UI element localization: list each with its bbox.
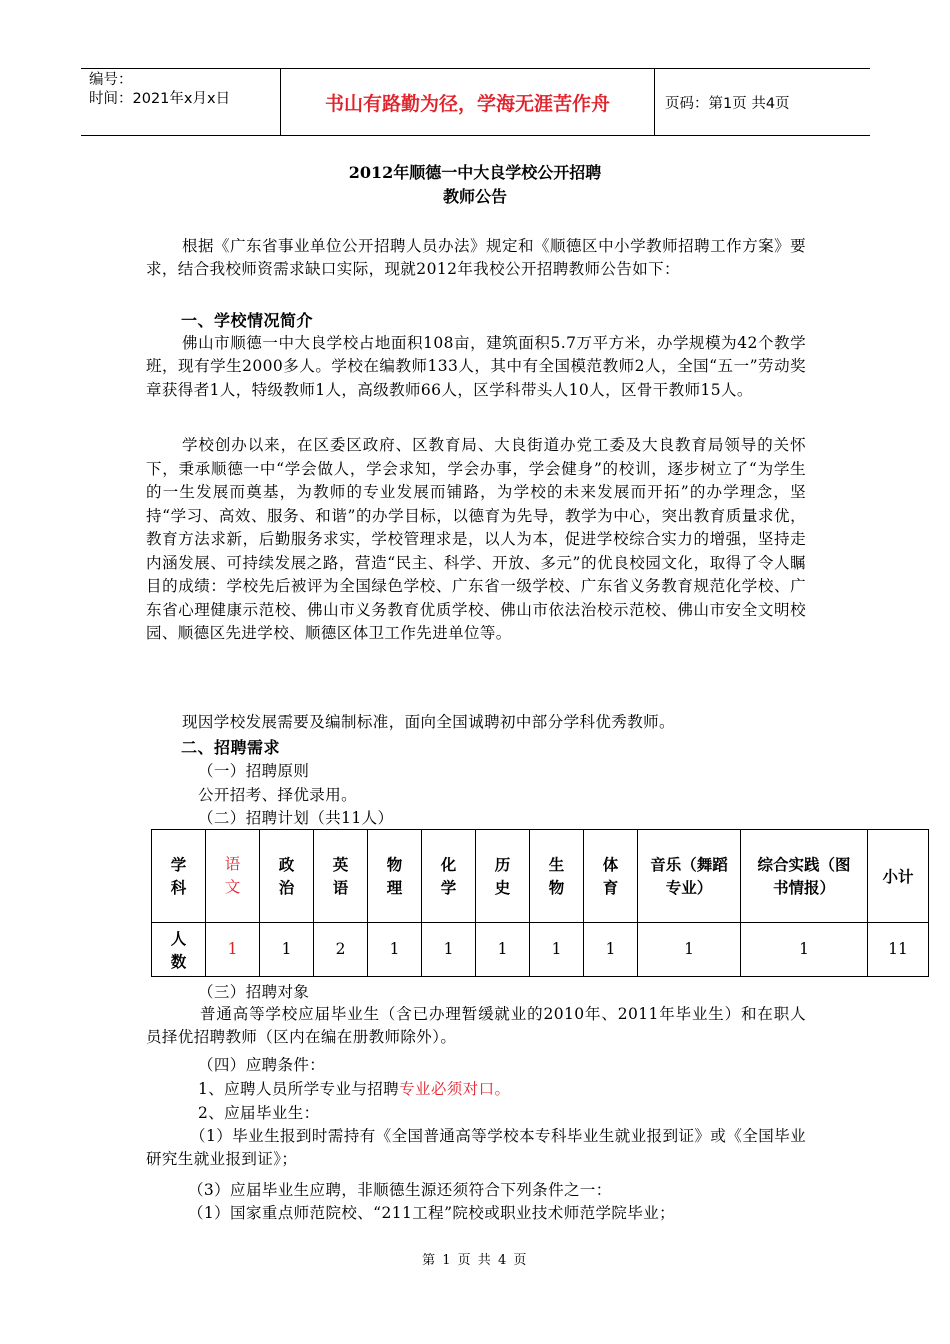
conditions-title: （四）应聘条件： — [198, 1056, 326, 1074]
table-cell-count: 1 — [476, 923, 530, 977]
table-cell-count: 1 — [741, 923, 868, 977]
table-cell-count: 1 — [206, 923, 260, 977]
table-cell-subject: 综合实践（图书情报） — [741, 830, 868, 923]
table-cell-subject: 物理 — [368, 830, 422, 923]
condition-2: 2、应届毕业生： — [198, 1104, 320, 1122]
table-cell-count: 1 — [530, 923, 584, 977]
condition-1 — [198, 1077, 510, 1099]
intro-paragraph: 根据《广东省事业单位公开招聘人员办法》规定和《顺德区中小学教师招聘工作方案》要求，结合我校师资需求缺口实际，现就2012年我校公开招聘教师公告如下： — [146, 237, 806, 279]
header-page-info: 页码：第1页 共4页 — [665, 95, 790, 112]
table-cell-subject: 音乐（舞蹈专业） — [638, 830, 741, 923]
document-title-line2: 教师公告 — [442, 187, 507, 206]
section2-heading: 二、招聘需求 — [181, 738, 281, 757]
table-header-subject: 学科 — [152, 830, 206, 923]
condition-2-3: （3）应届毕业生应聘，非顺德生源还须符合下列条件之一： — [188, 1181, 612, 1199]
table-cell-subject: 政治 — [260, 830, 314, 923]
document-number-label: 编号： — [89, 72, 133, 88]
table-cell-count: 1 — [260, 923, 314, 977]
section1-paragraph2: 学校创办以来，在区委区政府、区教育局、大良街道办党工委及大良教育局领导的关怀下，秉承顺德一中“学会做人，学会求知，学会办事，学会健身”的校训，逐步树立了“为学生的一生发展而奠基，为教师的专业发展而铺路，为学校的未来发展而开拓”的办学理念，坚持“学习、高效、服务、和谐”的办学目标，以德育为先导，教学为中心，突出教育质量求优，教育方法求新，后勤服务求实，学校管理求是，以人为本，促进学校综合实力的增强，坚持走内涵发展、可持续发展之路，营造“民主、科学、开放、多元”的优良校园文化，取得了令人瞩目的成绩：学校先后被评为全国绿色学校、广东省一级学校、广东省义务教育规范化学校、广东省心理健康示范校、佛山市义务教育优质学校、佛山市依法治校示范校、佛山市安全文明校园、顺德区先进学校、顺德区体卫工作先进单位等。 — [146, 436, 806, 643]
principle-title: （一）招聘原则 — [198, 762, 310, 780]
table-cell-subject: 语文 — [206, 830, 260, 923]
principle-text: 公开招考、择优录用。 — [198, 786, 358, 804]
condition-2-3-1: （1）国家重点师范院校、“211工程”院校或职业技术师范学院毕业； — [188, 1204, 675, 1222]
table-cell-count: 2 — [314, 923, 368, 977]
table-row-subjects — [152, 830, 929, 923]
table-cell-subtotal: 11 — [868, 923, 929, 977]
target-text: 普通高等学校应届毕业生（含已办理暂缓就业的2010年、2011年毕业生）和在职人员择优招聘教师（区内在编在册教师除外）。 — [146, 1005, 806, 1047]
table-cell-subject: 化学 — [422, 830, 476, 923]
table-cell-count: 1 — [368, 923, 422, 977]
table-cell-count: 1 — [638, 923, 741, 977]
page-footer: 第 1 页 共 4 页 — [422, 1253, 528, 1268]
condition-1-text: 1、应聘人员所学专业与招聘 — [198, 1080, 400, 1098]
target-title: （三）招聘对象 — [198, 983, 310, 1001]
document-title-line1: 2012年顺德一中大良学校公开招聘 — [348, 163, 602, 182]
page-header — [81, 68, 870, 136]
document-time: 时间：2021年x月x日 — [89, 91, 231, 107]
table-cell-count: 1 — [584, 923, 638, 977]
table-cell-subtotal-label: 小计 — [868, 830, 929, 923]
table-cell-count: 1 — [422, 923, 476, 977]
condition-2-1: （1）毕业生报到时需持有《全国普通高等学校本专科毕业生就业报到证》或《全国毕业研究生就业报到证》； — [146, 1127, 806, 1169]
plan-title: （二）招聘计划（共11人） — [198, 809, 394, 827]
table-cell-subject: 英语 — [314, 830, 368, 923]
table-header-count: 人数 — [152, 923, 206, 977]
condition-1-emphasis: 专业必须对口。 — [399, 1080, 511, 1098]
header-motto: 书山有路勤为径，学海无涯苦作舟 — [281, 69, 655, 135]
section1-paragraph1: 佛山市顺德一中大良学校占地面积108亩，建筑面积5.7万平方米，办学规模为42个教学班，现有学生2000多人。学校在编教师133人，其中有全国模范教师2人，全国“五一”劳动奖章获得者1人，特级教师1人，高级教师66人，区学科带头人10人，区骨干教师15人。 — [146, 334, 806, 399]
table-cell-subject: 生物 — [530, 830, 584, 923]
table-cell-subject: 体育 — [584, 830, 638, 923]
header-meta — [81, 69, 281, 135]
section1-heading: 一、学校情况简介 — [181, 311, 314, 330]
recruitment-plan-table — [151, 829, 929, 977]
table-cell-subject: 历史 — [476, 830, 530, 923]
section1-paragraph3: 现因学校发展需要及编制标准，面向全国诚聘初中部分学科优秀教师。 — [182, 713, 675, 731]
table-row-counts — [152, 923, 929, 977]
